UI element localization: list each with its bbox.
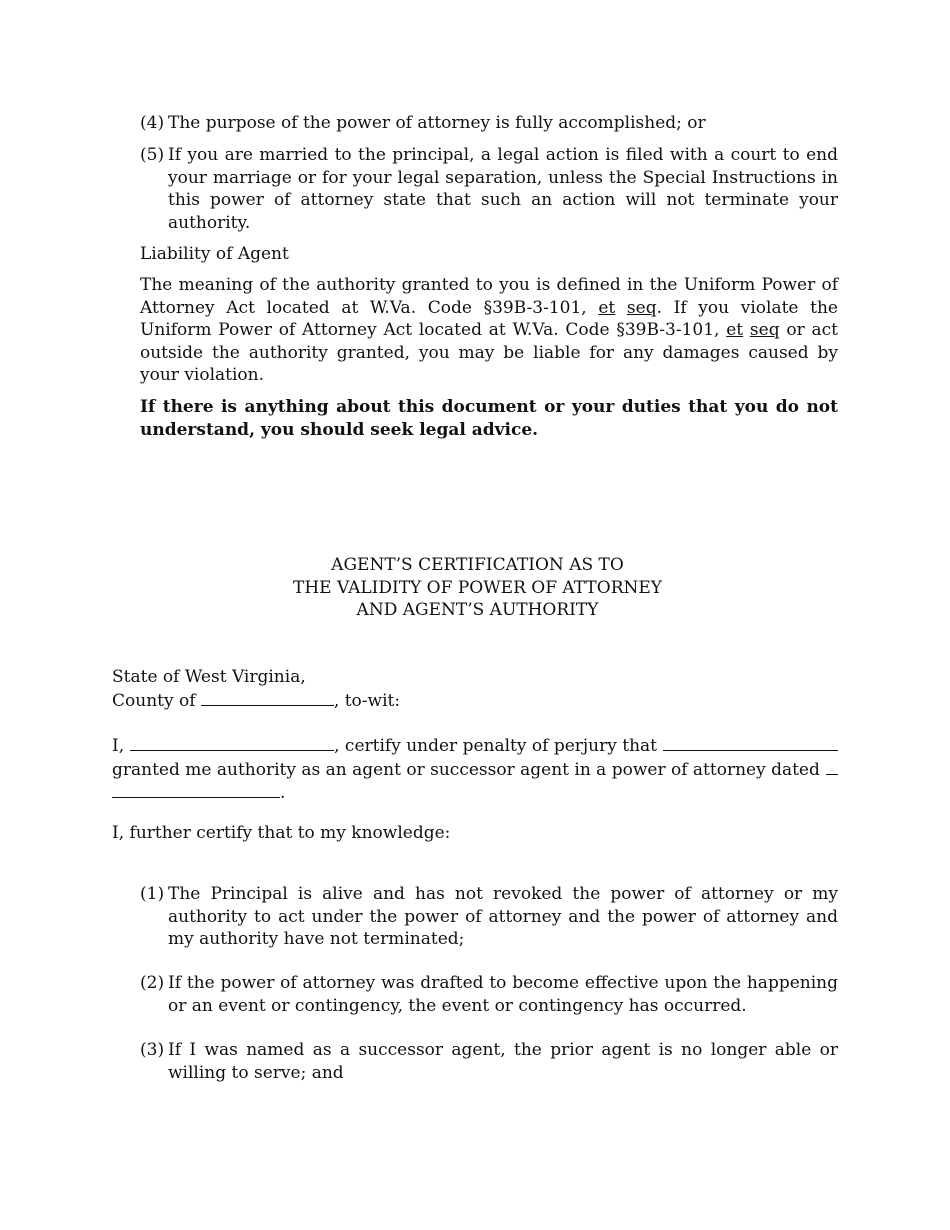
certification-title <box>0 554 950 622</box>
state-line: State of West Virginia, <box>112 667 306 687</box>
cert-item-3 <box>140 1039 838 1084</box>
seq-text: seq <box>749 320 780 340</box>
county-prefix: County of <box>112 690 196 711</box>
certify-prefix: I, <box>112 736 125 756</box>
county-line <box>112 689 838 713</box>
certify-paragraph <box>112 734 838 805</box>
certify-line-1 <box>112 734 838 758</box>
cert-item-2 <box>140 972 838 1017</box>
et-text: et <box>598 297 616 318</box>
date-blank-end[interactable] <box>112 781 280 798</box>
list-item-text: The purpose of the power of attorney is fully accomplished; or <box>168 113 706 133</box>
liability-heading: Liability of Agent <box>140 244 289 264</box>
agent-name-blank[interactable] <box>130 734 334 751</box>
principal-name-blank[interactable] <box>663 734 838 751</box>
list-item-text: If I was named as a successor agent, the prior agent is no longer able or willing to serve; and <box>168 1040 838 1083</box>
list-item-number: (3) <box>140 1040 165 1060</box>
title-line-1: AGENT’S CERTIFICATION AS TO <box>331 555 624 575</box>
list-item-number: (4) <box>140 113 165 133</box>
legal-advice-notice: If there is anything about this document or your duties that you do not understand, you should seek legal advice. <box>140 397 838 440</box>
list-item-text: If the power of attorney was drafted to become effective upon the happening or an event or contingency, the event or contingency has occurred. <box>168 973 838 1016</box>
certify-middle: , certify under penalty of perjury that <box>334 736 657 756</box>
certify-line-2 <box>112 758 838 782</box>
venue-block <box>112 666 838 712</box>
cert-item-1 <box>140 883 838 951</box>
liability-text-2: . If you violate the Uniform Power of Attorney Act located at W.Va. Code §39B-3-101, <box>140 297 838 340</box>
title-line-3: AND AGENT’S AUTHORITY <box>356 600 599 620</box>
county-blank[interactable] <box>201 689 334 706</box>
list-item-text: If you are married to the principal, a legal action is filed with a court to end your marriage or for your legal separation, unless the Special Instructions in this power of attorney state that such an action will not terminate your authority. <box>168 145 838 233</box>
further-certify: I, further certify that to my knowledge: <box>112 823 451 843</box>
list-item-number: (5) <box>140 145 165 165</box>
certify-line-3 <box>112 781 838 805</box>
et-text: et <box>726 320 744 340</box>
liability-text-3: or act outside the authority granted, you may be liable for any damages caused by your violation. <box>140 320 838 385</box>
list-item-number: (2) <box>140 973 165 993</box>
county-suffix: , to-wit: <box>333 690 401 711</box>
title-line-2: THE VALIDITY OF POWER OF ATTORNEY <box>292 577 662 598</box>
seq-text: seq <box>626 297 657 318</box>
list-item-4 <box>140 112 838 135</box>
certify-end: . <box>280 783 286 803</box>
list-item-number: (1) <box>140 884 165 904</box>
liability-paragraph <box>140 274 838 387</box>
list-item-text: The Principal is alive and has not revoked the power of attorney or my authority to act under the power of attorney and the power of attorney and my authority have not terminated; <box>168 884 838 949</box>
date-blank-start[interactable] <box>826 758 838 775</box>
list-item-5 <box>140 144 838 234</box>
certify-line-2-text: granted me authority as an agent or successor agent in a power of attorney dated <box>112 759 820 780</box>
liability-text-1: The meaning of the authority granted to you is defined in the Uniform Power of Attorney Act located at W.Va. Code §39B-3-101, <box>140 275 838 318</box>
